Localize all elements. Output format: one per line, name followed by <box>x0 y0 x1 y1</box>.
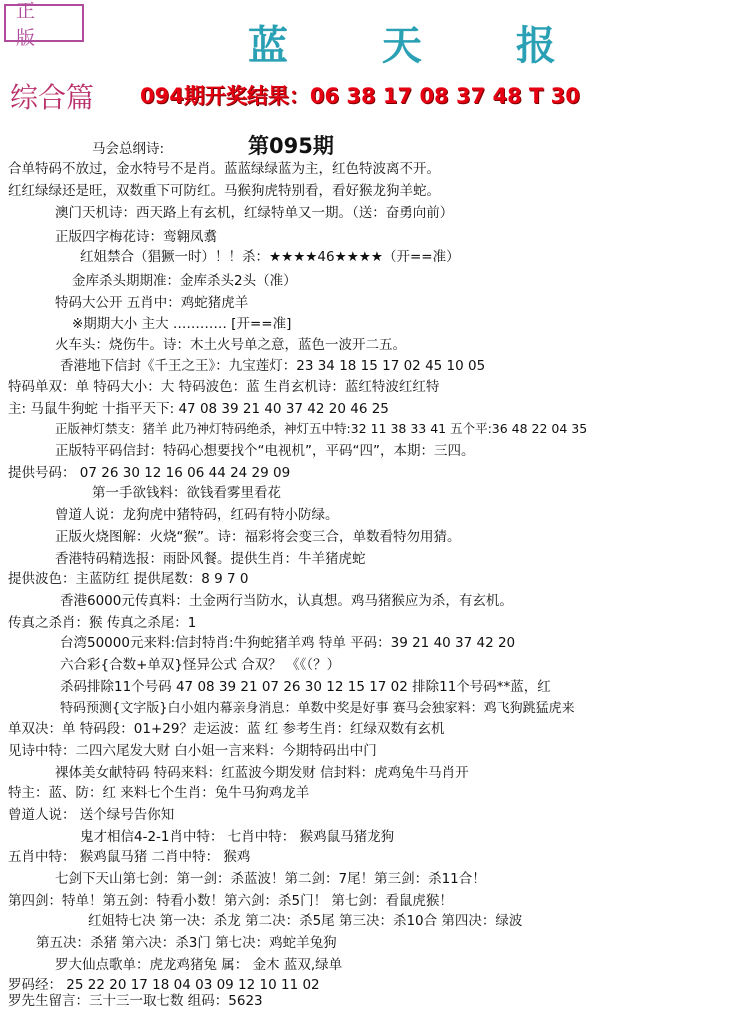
text-line: 红姐特七决 第一决：杀龙 第二决：杀5尾 第三决：杀10合 第四决：绿波 <box>88 913 523 929</box>
text-line: 曾道人说： 送个绿号告你知 <box>8 807 175 823</box>
text-line: 台湾50000元来料:信封特肖:牛狗蛇猪羊鸡 特单 平码：39 21 40 37 42 20 <box>60 635 516 651</box>
section-title: 综合篇 <box>10 81 95 114</box>
text-line: 香港特码精选报：雨卧风餐。提供生肖：牛羊猪虎蛇 <box>55 551 366 567</box>
text-line: 六合彩{合数+单双}怪异公式 合双？ 《《（？） <box>60 657 341 673</box>
issue-number: 第095期 <box>248 134 334 158</box>
text-line: 杀码排除11个号码 47 08 39 21 07 26 30 12 15 17 02 排除11个号码**蓝，红 <box>60 679 551 695</box>
text-line: 罗码经： 25 22 20 17 18 04 03 09 12 10 11 02 <box>8 977 320 993</box>
text-line: 传真之杀肖：猴 传真之杀尾：1 <box>8 615 197 631</box>
text-line: 单双决：单 特码段：01+29？走运波：蓝 红 参考生肖：红绿双数有玄机 <box>8 721 445 737</box>
text-line: 提供波色：主蓝防红 提供尾数：8 9 7 0 <box>8 571 249 587</box>
previous-draw-results: 094期开奖结果：06 38 17 08 37 48 T 30 <box>140 84 580 108</box>
text-line: 正版特平码信封：特码心想要找个“电视机”，平码“四”，本期：三四。 <box>55 443 475 459</box>
genuine-stamp: 正 版 <box>4 4 84 42</box>
text-line: 提供号码： 07 26 30 12 16 06 44 24 29 09 <box>8 465 291 481</box>
text-line: 主: 马鼠牛狗蛇 十指平天下: 47 08 39 21 40 37 42 20 46 25 <box>8 401 389 417</box>
text-line: 香港地下信封《千王之王》：九宝莲灯：23 34 18 15 17 02 45 10 05 <box>60 358 486 374</box>
text-line: 第五决：杀猪 第六决：杀3门 第七决：鸡蛇羊兔狗 <box>36 935 337 951</box>
text-line: ※期期大小 主大 ………… [开==准] <box>72 316 292 332</box>
text-line: 火车头：烧伤牛。诗：木土火号单之意，蓝色一波开二五。 <box>55 337 406 353</box>
text-line: 马会总纲诗: <box>92 141 165 157</box>
text-line: 特主：蓝、防：红 来料七个生肖：兔牛马狗鸡龙羊 <box>8 785 310 801</box>
text-line: 罗先生留言：三十三一取七数 组码：5623 <box>8 993 263 1009</box>
text-line: 鬼才相信4-2-1肖中特： 七肖中特： 猴鸡鼠马猪龙狗 <box>80 829 395 845</box>
text-line: 七剑下天山第七剑：第一剑：杀蓝波！第二剑：7尾！第三剑：杀11合！ <box>55 871 486 887</box>
text-line: 澳门天机诗：西天路上有玄机，红绿特单又一期。（送：奋勇向前） <box>55 205 454 221</box>
text-line: 正版神灯禁支：猪羊 此乃神灯特码绝杀，神灯五中特:32 11 38 33 41 五个平:36 48 22 04 35 <box>55 421 588 436</box>
text-line: 正版火烧图解：火烧“猴”。诗：福彩将会变三合，单数看特勿用猜。 <box>55 529 461 545</box>
text-line: 红红绿绿还是旺，双数重下可防红。马猴狗虎特别看，看好猴龙狗羊蛇。 <box>8 183 440 199</box>
text-line: 特码单双：单 特码大小：大 特码波色：蓝 生肖玄机诗：蓝红特波红红特 <box>8 379 440 395</box>
text-line: 曾道人说：龙狗虎中猪特码，红码有特小防绿。 <box>55 507 339 523</box>
text-line: 见诗中特：二四六尾发大财 白小姐一言来料：今期特码出中门 <box>8 743 377 759</box>
text-line: 第四剑：特单！第五剑：特看小数！第六剑：杀5门！ 第七剑：看鼠虎猴！ <box>8 893 453 909</box>
text-line: 特码大公开 五肖中：鸡蛇猪虎羊 <box>55 295 249 311</box>
text-line: 香港6000元传真料：土金两行当防水，认真想。鸡马猪猴应为杀，有玄机。 <box>60 593 513 609</box>
text-line: 合单特码不放过，金水特号不是肖。蓝蓝绿绿蓝为主，红色特波离不开。 <box>8 161 440 177</box>
text-line: 特码预测{文字版}白小姐内幕亲身消息：单数中奖是好事 赛马会独家料：鸡飞狗跳猛虎来 <box>60 701 575 716</box>
text-line: 金库杀头期期准：金库杀头2头（准） <box>72 273 297 289</box>
text-line: 正版四字梅花诗：鸾翱凤翥 <box>55 229 217 245</box>
newspaper-title: 蓝 天 报 <box>248 22 596 69</box>
text-line: 裸体美女献特码 特码来料：红蓝波今期发财 信封料：虎鸡兔牛马肖开 <box>55 765 469 781</box>
text-line: 五肖中特： 猴鸡鼠马猪 二肖中特： 猴鸡 <box>8 849 251 865</box>
text-line: 第一手欲钱料：欲钱看雾里看花 <box>92 485 281 501</box>
text-line: 红姐禁合（猖獗一时）！！杀：★★★★46★★★★（开==准） <box>80 249 460 265</box>
text-line: 罗大仙点歌单：虎龙鸡猪兔 属： 金木 蓝双,绿单 <box>55 957 343 973</box>
